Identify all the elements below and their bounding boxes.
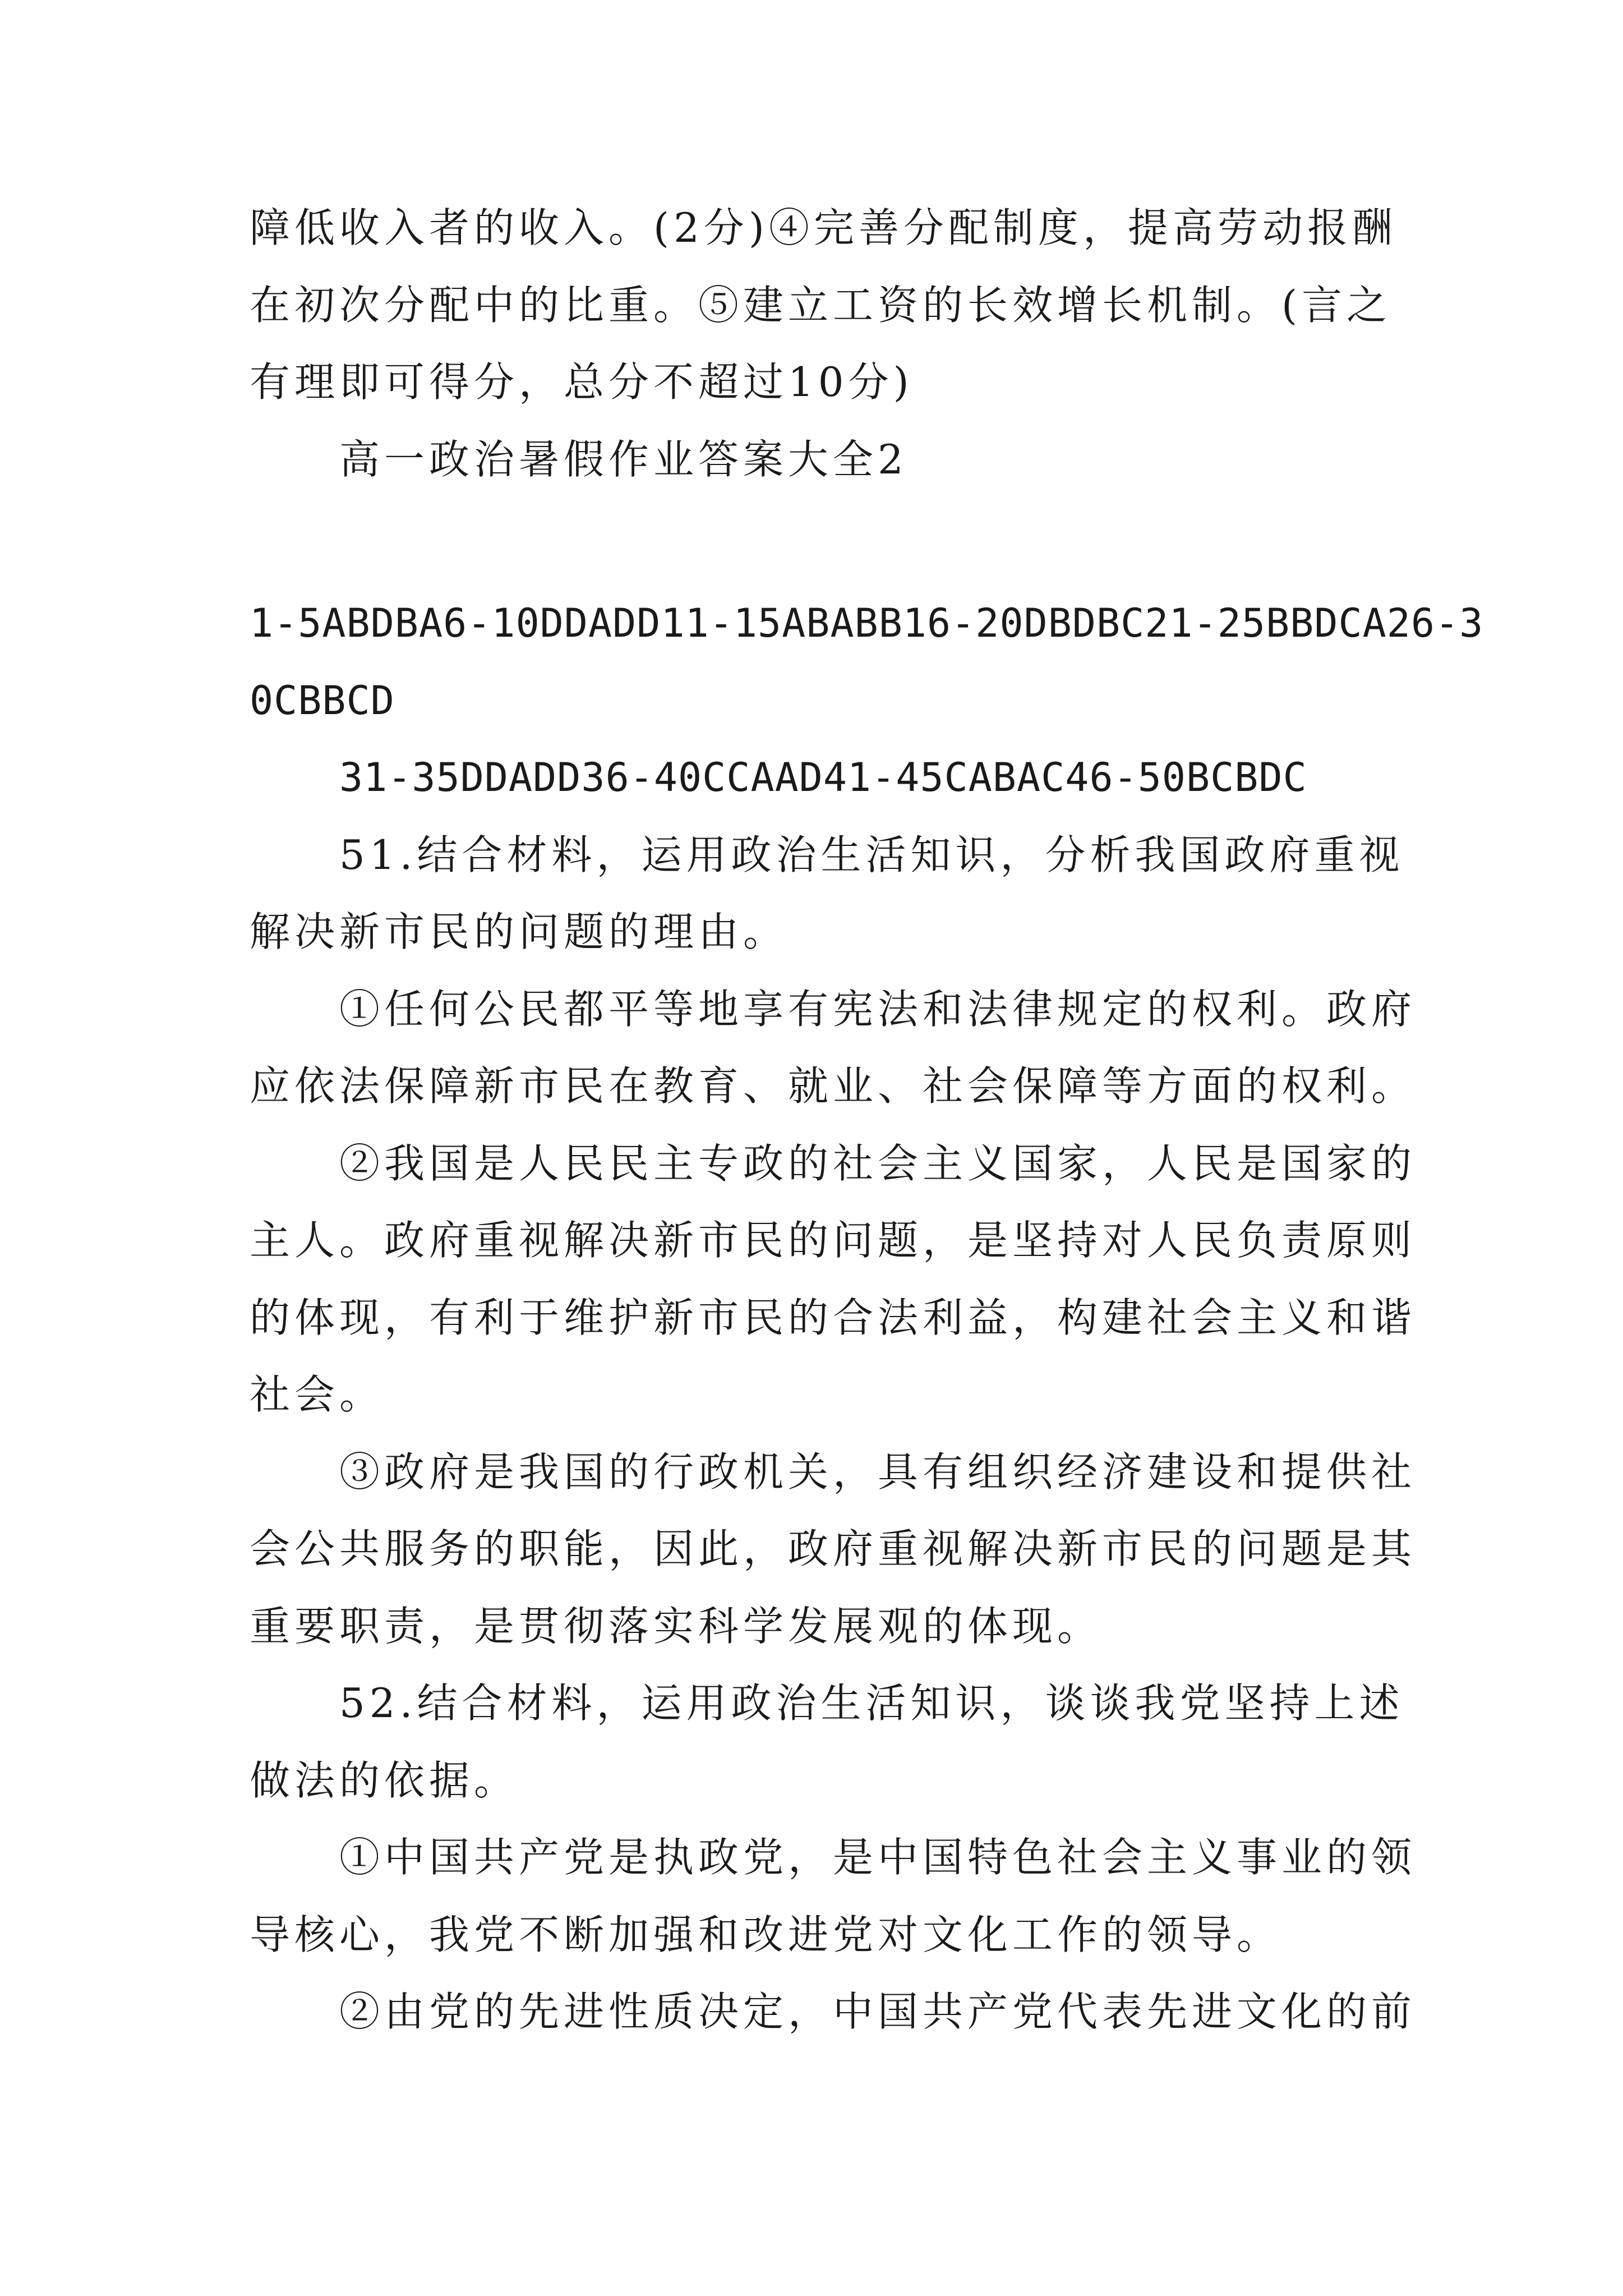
text-line: ①任何公民都平等地享有宪法和法律规定的权利。政府 [339,986,1417,1033]
text-line: ①中国共产党是执政党，是中国特色社会主义事业的领 [339,1834,1417,1881]
text-line: 社会。 [250,1371,385,1418]
question-line: 52.结合材料，运用政治生活知识，谈谈我党坚持上述 [339,1680,1404,1727]
text-line: 会公共服务的职能，因此，政府重视解决新市民的问题是其 [250,1525,1417,1572]
text-line: 的体现，有利于维护新市民的合法利益，构建社会主义和谐 [250,1294,1417,1341]
text-line: ②我国是人民民主专政的社会主义国家，人民是国家的 [339,1140,1417,1187]
answer-key-line: 1-5ABDBA6-10DDADD11-15ABABB16-20DBDBC21-25BBDCA26-3 [250,600,1484,646]
question-line: 51.结合材料，运用政治生活知识，分析我国政府重视 [339,831,1404,878]
answer-key-line: 31-35DDADD36-40CCAAD41-45CABAC46-50BCBDC [339,754,1307,800]
section-heading: 高一政治暑假作业答案大全2 [339,436,908,483]
text-line: 应依法保障新市民在教育、就业、社会保障等方面的权利。 [250,1062,1417,1110]
text-line: 导核心，我党不断加强和改进党对文化工作的领导。 [250,1911,1282,1958]
text-line: ③政府是我国的行政机关，具有组织经济建设和提供社 [339,1448,1417,1496]
text-line: 重要职责，是贯彻落实科学发展观的体现。 [250,1603,1103,1650]
text-line: 有理即可得分，总分不超过10分) [250,358,914,406]
text-line: 在初次分配中的比重。⑤建立工资的长效增长机制。(言之 [250,282,1392,329]
text-line: 做法的依据。 [250,1757,519,1804]
text-line: 障低收入者的收入。(2分)④完善分配制度，提高劳动报酬 [250,204,1397,251]
text-line: 主人。政府重视解决新市民的问题，是坚持对人民负责原则 [250,1217,1417,1264]
answer-key-line: 0CBBCD [250,678,395,724]
text-line: 解决新市民的问题的理由。 [250,908,789,955]
text-line: ②由党的先进性质决定，中国共产党代表先进文化的前 [339,1988,1417,2035]
